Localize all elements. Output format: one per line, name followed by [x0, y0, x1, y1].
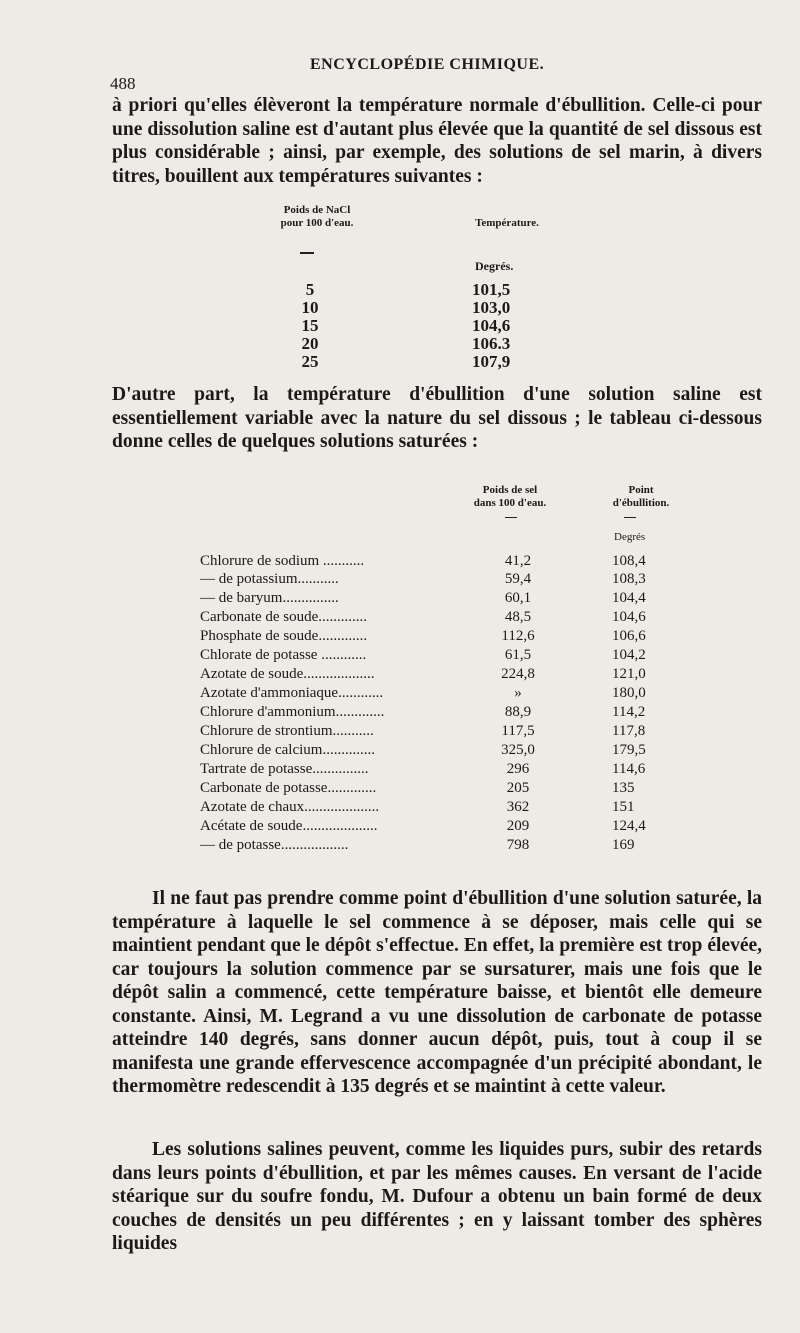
table2-salt-name: — de potassium...........	[200, 571, 339, 587]
table1-header-weight-line2: pour 100 d'eau.	[280, 217, 354, 229]
table2-header-point-line1: Point	[628, 484, 654, 496]
table2-salt-name: Azotate d'ammoniaque............	[200, 685, 384, 701]
paragraph-4: Les solutions salines peuvent, comme les liquides purs, subir des retards dans leurs points d'ébullition, et par les mêmes causes. En versant de l'acide stéarique sur du soufre fondu, M. Dufour a obtenu un bain formé de deux couches de densités un peu différentes ; en y laissant tomber des sphères liquides	[112, 1139, 762, 1254]
table2-point-cell: 179,5	[612, 742, 646, 758]
table2-point-cell: 169	[612, 837, 635, 853]
table2-unit: Degrés	[614, 531, 646, 543]
paragraph-1: à priori qu'elles élèveront la température normale d'ébullition. Celle-ci pour une dissolution saline est d'autant plus élevée que la quantité de sel dissous est plus considérable ; ainsi, par exemple, des solutions de sel marin, à divers titres, bouillent aux températures suivantes :	[112, 95, 762, 187]
table1-header-dash	[300, 252, 314, 254]
table2-point-cell: 108,3	[612, 571, 646, 587]
paragraph-2: D'autre part, la température d'ébullition d'une solution saline est essentiellement variable avec la nature du sel dissous ; le tableau ci-dessous donne celles de quelques solutions saturées :	[112, 384, 762, 452]
table2-header-dash-weight	[505, 517, 517, 518]
table2-weight-cell: 88,9	[504, 704, 532, 720]
table1-temp-cell: 106.3	[472, 334, 511, 353]
table1-nacl-cell: 25	[301, 352, 319, 371]
table2-weight-cell: »	[514, 685, 522, 701]
table1-temp-cell: 104,6	[472, 316, 511, 335]
table2-header-weight	[455, 484, 565, 510]
table2-weight-cell: 798	[506, 837, 530, 853]
table2-salt-name: Carbonate de soude.............	[200, 609, 368, 625]
table2-point-cell: 104,6	[612, 609, 646, 625]
table2-point-cell: 108,4	[612, 553, 646, 569]
table2-point-cell: 121,0	[612, 666, 646, 682]
table1-nacl-cell: 10	[301, 298, 319, 317]
table1-header-weight	[262, 204, 372, 230]
table1-header-weight-line1: Poids de NaCl	[283, 204, 351, 216]
table2-header-boiling-point	[586, 484, 696, 510]
table2-point-cell: 124,4	[612, 818, 646, 834]
table1-nacl-cell: 15	[301, 316, 319, 335]
table1-nacl-cell: 20	[301, 334, 319, 353]
table2-salt-name: Chlorure de strontium...........	[200, 723, 374, 739]
table2-salt-name: Tartrate de potasse...............	[200, 761, 369, 777]
table2-weight-cell: 117,5	[501, 723, 535, 739]
table2-point-cell: 104,4	[612, 590, 646, 606]
paragraph-3: Il ne faut pas prendre comme point d'ébullition d'une solution saturée, la température à laquelle le sel commence à se déposer, mais celle qui se maintient pendant que le dépôt s'effectue. En effet, la première est trop élevée, car toujours la solution commence par se sursaturer, mais une fois que le dépôt salin a commencé, cette température baisse, et bientôt elle demeure constante. Ainsi, M. Legrand a vu une dissolution de carbonate de potasse atteindre 140 degrés, sans donner aucun dépôt, puis, tout à coup il se manifesta une grande effervescence accompagnée d'un précipité abondant, le thermomètre redescendit à 135 degrés et se maintint à cette valeur.	[112, 888, 762, 1097]
table2-weight-cell: 61,5	[504, 647, 532, 663]
table2-salt-name: Carbonate de potasse.............	[200, 780, 377, 796]
table2-header-dash-point	[624, 517, 636, 518]
table1-nacl-cell: 5	[305, 280, 315, 299]
table2-weight-cell: 112,6	[501, 628, 535, 644]
table2-salt-name: Chlorure d'ammonium.............	[200, 704, 385, 720]
table2-weight-cell: 41,2	[504, 553, 532, 569]
table2-weight-cell: 60,1	[504, 590, 532, 606]
table2-salt-name: Chlorure de sodium ...........	[200, 553, 365, 569]
table1-temp-cell: 103,0	[472, 298, 511, 317]
table2-weight-cell: 205	[506, 780, 530, 796]
table2-salt-name: — de potasse..................	[200, 837, 349, 853]
table1-header-temperature: Température.	[475, 217, 539, 229]
table2-weight-cell: 48,5	[504, 609, 532, 625]
running-head: ENCYCLOPÉDIE CHIMIQUE.	[310, 56, 545, 73]
table1-temp-cell: 107,9	[472, 352, 511, 371]
table2-salt-name: Acétate de soude....................	[200, 818, 378, 834]
table2-point-cell: 117,8	[612, 723, 646, 739]
table2-header-weight-line2: dans 100 d'eau.	[473, 497, 547, 509]
table2-weight-cell: 209	[506, 818, 530, 834]
table2-point-cell: 104,2	[612, 647, 646, 663]
table2-point-cell: 114,6	[612, 761, 646, 777]
table2-salt-name: Chlorure de calcium..............	[200, 742, 375, 758]
table2-weight-cell: 325,0	[501, 742, 535, 758]
table2-weight-cell: 296	[506, 761, 530, 777]
table2-salt-name: Azotate de chaux....................	[200, 799, 380, 815]
table2-point-cell: 106,6	[612, 628, 646, 644]
page-number: 488	[110, 74, 136, 93]
table2-point-cell: 114,2	[612, 704, 646, 720]
table2-weight-cell: 59,4	[504, 571, 532, 587]
table2-point-cell: 180,0	[612, 685, 646, 701]
table2-point-cell: 135	[612, 780, 635, 796]
table2-salt-name: Phosphate de soude.............	[200, 628, 368, 644]
table1-temp-cell: 101,5	[472, 280, 511, 299]
table2-salt-name: Azotate de soude...................	[200, 666, 375, 682]
table1-unit: Degrés.	[475, 259, 514, 273]
table2-salt-name: — de baryum...............	[200, 590, 339, 606]
table2-header-weight-line1: Poids de sel	[482, 484, 538, 496]
table2-weight-cell: 224,8	[501, 666, 535, 682]
table2-weight-cell: 362	[506, 799, 530, 815]
table2-salt-name: Chlorate de potasse ............	[200, 647, 367, 663]
table2-point-cell: 151	[612, 799, 635, 815]
table2-header-point-line2: d'ébullition.	[612, 497, 670, 509]
